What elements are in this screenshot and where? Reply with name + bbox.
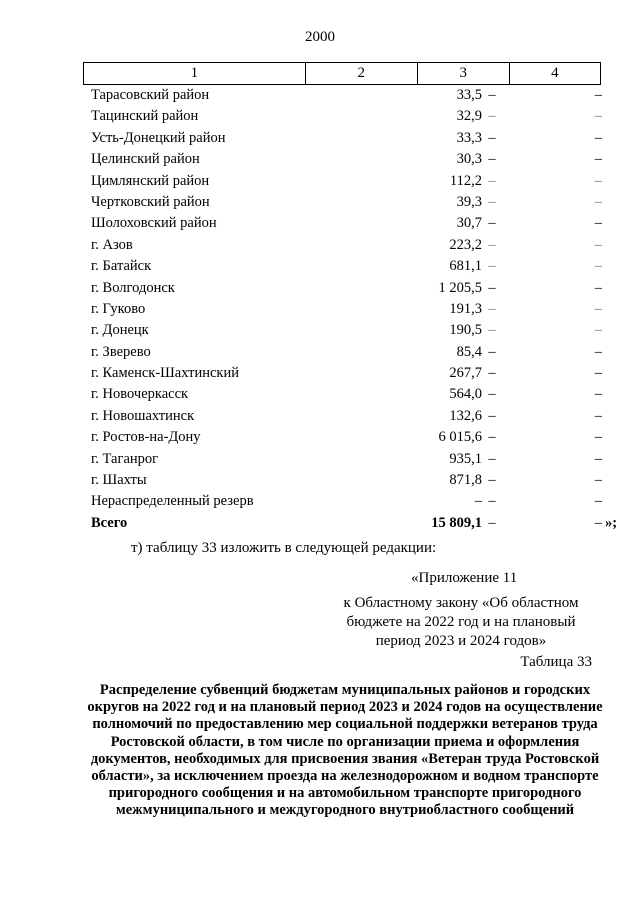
row-value-2023: – <box>488 172 496 189</box>
row-value-2024: – <box>594 279 602 296</box>
row-name: г. Волгодонск <box>91 279 175 296</box>
row-value-2023: – <box>488 108 496 125</box>
row-name: Целинский район <box>91 151 200 168</box>
table-row <box>83 149 640 170</box>
table-heading: Распределение субвенций бюджетам муниципальных районов и городских округов на 2022 год и на плановый период 2023 и 2024 годов на осуществление полномочий по предоставлению мер социальной поддержки ветеранов труда Ростовской области, в том числе по организации приема и оформления документов, необходимых для присвоения звания «Ветеран труда Ростовской области», за исключением проезда на железнодорожном и водном транспорте пригородного сообщения и на автомобильном транспорте пригородного межмуниципального и междугородного внутриобластного сообщений <box>87 682 603 819</box>
appendix-title: «Приложение 11 <box>411 570 518 586</box>
table-row <box>83 342 640 363</box>
row-value-2024: – <box>594 236 602 253</box>
row-value-2022: 191,3 <box>449 300 482 317</box>
row-value-2023: – <box>488 258 496 275</box>
row-name: г. Ростов-на-Дону <box>91 429 201 446</box>
row-value-2024: – <box>594 258 602 275</box>
row-value-2022: 871,8 <box>449 472 482 489</box>
row-value-2023: – <box>488 343 496 360</box>
table-row <box>83 470 640 491</box>
row-name: г. Батайск <box>91 258 152 275</box>
row-value-2024: – <box>594 108 602 125</box>
table-row <box>83 449 640 470</box>
row-value-2023: – <box>488 365 496 382</box>
table-row <box>83 171 640 192</box>
total-value-2023: – <box>488 514 496 531</box>
table-row <box>83 213 640 234</box>
row-value-2023: – <box>488 322 496 339</box>
row-value-2022: 33,5 <box>456 87 482 103</box>
row-value-2023: – <box>488 450 496 467</box>
row-value-2022: 564,0 <box>449 386 482 403</box>
instruction-text: т) таблицу 33 изложить в следующей редакции: <box>131 540 437 556</box>
row-value-2022: 935,1 <box>449 450 482 467</box>
row-value-2024: – <box>594 493 602 510</box>
row-name: Усть-Донецкий район <box>91 129 226 146</box>
appendix-reference: к Областному закону «Об областном бюджете на 2022 год и на плановый период 2023 и 2024 годов» <box>343 595 579 649</box>
table-row <box>83 278 640 299</box>
row-value-2022: 681,1 <box>449 258 482 275</box>
row-value-2024: – <box>594 87 602 103</box>
row-value-2023: – <box>488 236 496 253</box>
row-value-2023: – <box>488 151 496 168</box>
row-value-2023: – <box>488 386 496 403</box>
total-value-2022: 15 809,1 <box>431 514 482 531</box>
row-value-2024: – <box>594 450 602 467</box>
row-name: г. Зверево <box>91 343 151 360</box>
row-name: Чертковский район <box>91 193 210 210</box>
table-row <box>83 256 640 277</box>
table-total-row <box>83 513 640 534</box>
row-value-2022: 223,2 <box>449 236 482 253</box>
row-name: г. Гуково <box>91 300 146 317</box>
row-value-2023: – <box>488 87 496 103</box>
row-value-2022: 30,3 <box>456 151 482 168</box>
row-value-2024: – <box>594 300 602 317</box>
row-value-2024: – <box>594 215 602 232</box>
row-value-2024: – <box>594 472 602 489</box>
table-row <box>83 491 640 512</box>
row-name: г. Новошахтинск <box>91 407 195 424</box>
row-value-2022: 6 015,6 <box>438 429 482 446</box>
table-row <box>83 384 640 405</box>
row-value-2023: – <box>488 300 496 317</box>
row-value-2024: – <box>594 322 602 339</box>
table-row <box>83 106 640 127</box>
total-value-2024: – <box>594 514 602 531</box>
row-name: г. Донецк <box>91 322 149 339</box>
row-value-2023: – <box>488 193 496 210</box>
row-name: Тацинский район <box>91 108 199 125</box>
row-value-2023: – <box>488 129 496 146</box>
row-value-2023: – <box>488 407 496 424</box>
row-value-2024: – <box>594 386 602 403</box>
row-name: Нераспределенный резерв <box>91 493 254 510</box>
total-label: Всего <box>91 514 128 531</box>
table-row <box>83 406 640 427</box>
column-header-table <box>83 62 601 85</box>
table-row <box>83 320 640 341</box>
table-row <box>83 427 640 448</box>
row-value-2022: 30,7 <box>456 215 482 232</box>
table-row <box>83 363 640 384</box>
row-value-2022: 267,7 <box>449 365 482 382</box>
row-value-2023: – <box>488 493 496 510</box>
row-value-2024: – <box>594 343 602 360</box>
row-value-2022: – <box>474 493 482 510</box>
row-value-2024: – <box>594 407 602 424</box>
row-value-2023: – <box>488 429 496 446</box>
row-value-2023: – <box>488 279 496 296</box>
row-name: Тарасовский район <box>91 87 210 103</box>
table-row <box>83 85 640 106</box>
row-name: г. Шахты <box>91 472 147 489</box>
row-value-2022: 85,4 <box>456 343 482 360</box>
row-value-2024: – <box>594 365 602 382</box>
row-value-2022: 39,3 <box>456 193 482 210</box>
row-value-2022: 1 205,5 <box>438 279 482 296</box>
row-value-2024: – <box>594 151 602 168</box>
page-number: 2000 <box>305 29 335 45</box>
table-row <box>83 128 640 149</box>
row-value-2023: – <box>488 472 496 489</box>
column-header-2: 2 <box>305 63 417 85</box>
table-label: Таблица 33 <box>520 654 592 670</box>
column-header-3: 3 <box>417 63 509 85</box>
column-header-1: 1 <box>84 63 306 85</box>
table-row <box>83 299 640 320</box>
row-value-2024: – <box>594 429 602 446</box>
row-name: г. Каменск-Шахтинский <box>91 365 239 382</box>
row-value-2022: 32,9 <box>456 108 482 125</box>
row-value-2024: – <box>594 172 602 189</box>
row-value-2022: 190,5 <box>449 322 482 339</box>
total-closing-quote: »; <box>605 514 618 531</box>
row-name: г. Новочеркасск <box>91 386 189 403</box>
row-value-2024: – <box>594 129 602 146</box>
table-body <box>83 85 640 534</box>
row-value-2022: 132,6 <box>449 407 482 424</box>
row-value-2022: 33,3 <box>456 129 482 146</box>
row-name: г. Таганрог <box>91 450 159 467</box>
row-value-2022: 112,2 <box>449 172 482 189</box>
table-row <box>83 235 640 256</box>
table-row <box>83 192 640 213</box>
row-value-2024: – <box>594 193 602 210</box>
row-name: г. Азов <box>91 236 133 253</box>
row-name: Цимлянский район <box>91 172 210 189</box>
row-name: Шолоховский район <box>91 215 217 232</box>
column-header-4: 4 <box>509 63 600 85</box>
row-value-2023: – <box>488 215 496 232</box>
column-header-row <box>84 63 601 85</box>
